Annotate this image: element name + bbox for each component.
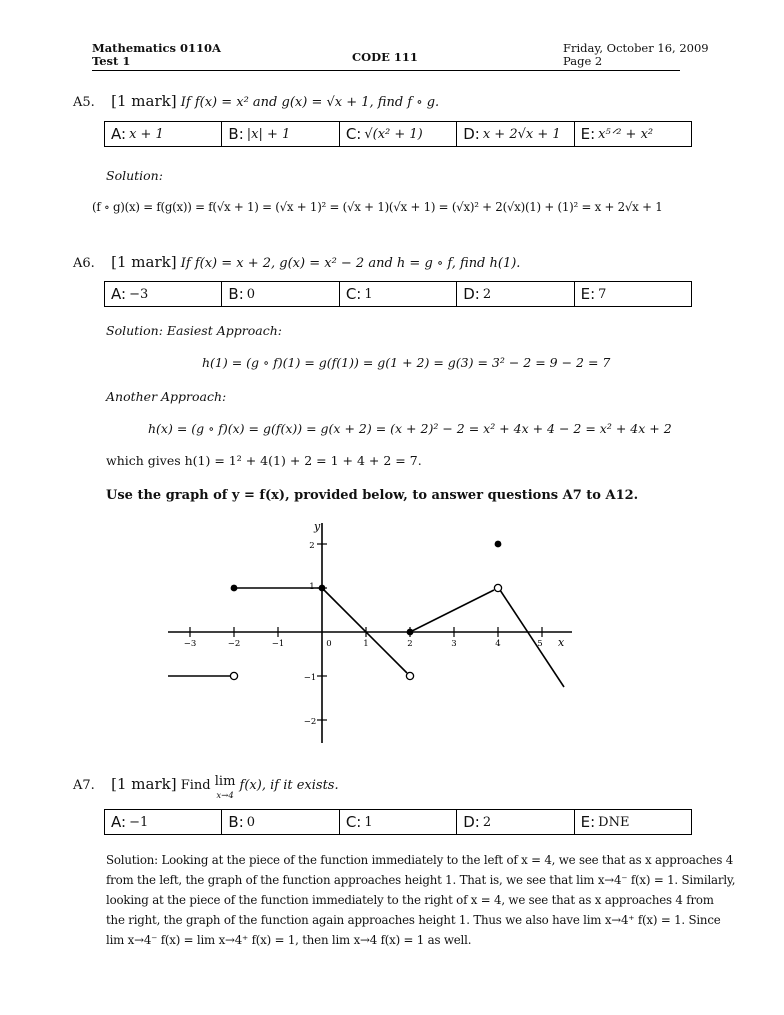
option-d[interactable]: D: 2 bbox=[457, 282, 574, 306]
result-text: which gives h(1) = 1² + 4(1) + 2 = 1 + 4 + 2 = 7. bbox=[106, 453, 422, 468]
piece-right-segment bbox=[500, 590, 564, 687]
y-tick-label: −2 bbox=[303, 717, 317, 727]
option-e[interactable]: E: 7 bbox=[580, 285, 607, 303]
open-point bbox=[406, 672, 413, 679]
x-tick-label: −1 bbox=[271, 639, 285, 649]
closed-point bbox=[407, 629, 414, 636]
option-b[interactable]: B: |x| + 1 bbox=[222, 122, 339, 146]
option-a[interactable]: A: −3 bbox=[105, 282, 222, 306]
solution-equation: (f ∘ g)(x) = f(g(x)) = f(√x + 1) = (√x + 1)² = (√x + 1)(√x + 1) = (√x)² + 2(√x)(1) + (1)² = x + 2√x + 1 bbox=[92, 200, 663, 214]
options-a7 bbox=[104, 809, 692, 835]
question-text-post: f(x), if it exists. bbox=[239, 778, 339, 793]
header-right bbox=[563, 42, 709, 68]
another-approach-equation: h(x) = (g ∘ f)(x) = g(f(x)) = g(x + 2) = (x + 2)² − 2 = x² + 4x + 4 − 2 = x² + 4x + 2 bbox=[148, 421, 672, 436]
x-tick-label: 2 bbox=[407, 639, 413, 649]
x-tick-label: 4 bbox=[495, 639, 501, 649]
x-tick-label: 0 bbox=[326, 639, 332, 649]
option-c[interactable]: C: 1 bbox=[340, 810, 457, 834]
solution-line: lim x→4⁻ f(x) = lim x→4⁺ f(x) = 1, then lim x→4 f(x) = 1 as well. bbox=[106, 933, 472, 947]
question-number: A7. bbox=[73, 778, 95, 793]
open-point bbox=[494, 584, 501, 591]
solution-line: the right, the graph of the function again approaches height 1. Thus we also have lim x→4⁺ f(x) = 1. Since bbox=[106, 913, 721, 927]
x-tick-label: −2 bbox=[227, 639, 241, 649]
header-rule bbox=[92, 70, 680, 71]
y-axis-label: y bbox=[314, 520, 321, 533]
piece-ascending-segment bbox=[410, 590, 494, 632]
solution-line: looking at the piece of the function immediately to the right of x = 4, we see that as x approaches 4 from bbox=[106, 893, 714, 907]
question-number: A5. bbox=[73, 95, 95, 110]
y-tick-label: −1 bbox=[303, 673, 317, 683]
option-d[interactable]: D: 2 bbox=[457, 810, 574, 834]
option-a[interactable]: A: −1 bbox=[105, 810, 222, 834]
options-a5 bbox=[104, 121, 692, 147]
solution-label: Solution: bbox=[106, 168, 163, 183]
y-tick-label: 1 bbox=[309, 582, 315, 592]
limit-operator: lim x→4 bbox=[214, 774, 236, 801]
function-graph bbox=[160, 515, 580, 750]
exam-code: CODE 111 bbox=[352, 50, 418, 64]
closed-point bbox=[231, 585, 238, 592]
option-b[interactable]: B: 0 bbox=[222, 282, 339, 306]
option-c[interactable]: C: 1 bbox=[340, 282, 457, 306]
closed-point bbox=[319, 585, 326, 592]
question-a7 bbox=[73, 775, 339, 803]
option-e[interactable]: E: x⁵ᐟ² + x² bbox=[580, 125, 654, 143]
graph-instruction: Use the graph of y = f(x), provided below, to answer questions A7 to A12. bbox=[106, 488, 639, 503]
y-tick-label: 2 bbox=[309, 541, 315, 551]
mark-value: [1 mark] bbox=[111, 92, 177, 110]
solution-line: from the left, the graph of the function approaches height 1. That is, we see that lim x→4⁻ f(x) = 1. Similarly, bbox=[106, 873, 736, 887]
test-name: Test 1 bbox=[92, 54, 131, 68]
solution-paragraph bbox=[106, 850, 736, 950]
question-a5 bbox=[73, 92, 439, 110]
option-e[interactable]: E: DNE bbox=[580, 813, 630, 831]
solution-line: Solution: Looking at the piece of the function immediately to the left of x = 4, we see that as x approaches 4 bbox=[106, 853, 734, 867]
option-b[interactable]: B: 0 bbox=[222, 810, 339, 834]
x-tick-label: 1 bbox=[363, 639, 369, 649]
question-number: A6. bbox=[73, 256, 95, 271]
solution-equation: h(1) = (g ∘ f)(1) = g(f(1)) = g(1 + 2) = g(3) = 3² − 2 = 9 − 2 = 7 bbox=[202, 355, 611, 370]
x-tick-label: −3 bbox=[183, 639, 197, 649]
option-d[interactable]: D: x + 2√x + 1 bbox=[457, 122, 574, 146]
open-point bbox=[230, 672, 237, 679]
x-tick-label: 5 bbox=[537, 639, 543, 649]
x-tick-label: 3 bbox=[451, 639, 457, 649]
options-a6 bbox=[104, 281, 692, 307]
course-name: Mathematics 0110A bbox=[92, 41, 221, 55]
question-text-pre: Find bbox=[180, 778, 211, 793]
question-a6 bbox=[73, 253, 520, 271]
option-a[interactable]: A: x + 1 bbox=[105, 122, 222, 146]
another-approach-label: Another Approach: bbox=[106, 389, 227, 404]
exam-date: Friday, October 16, 2009 bbox=[563, 41, 709, 55]
option-c[interactable]: C: √(x² + 1) bbox=[340, 122, 457, 146]
piece-descending-segment bbox=[322, 588, 407, 673]
solution-label: Solution: Easiest Approach: bbox=[106, 323, 282, 338]
closed-point bbox=[495, 541, 502, 548]
function-curve bbox=[168, 588, 564, 687]
x-axis-label: x bbox=[558, 636, 565, 649]
question-text: If f(x) = x² and g(x) = √x + 1, find f ∘ g. bbox=[180, 95, 440, 110]
question-text: If f(x) = x + 2, g(x) = x² − 2 and h = g ∘ f, find h(1). bbox=[180, 256, 521, 271]
page-number: Page 2 bbox=[563, 54, 603, 68]
mark-value: [1 mark] bbox=[111, 775, 177, 793]
header-left bbox=[92, 42, 221, 68]
mark-value: [1 mark] bbox=[111, 253, 177, 271]
